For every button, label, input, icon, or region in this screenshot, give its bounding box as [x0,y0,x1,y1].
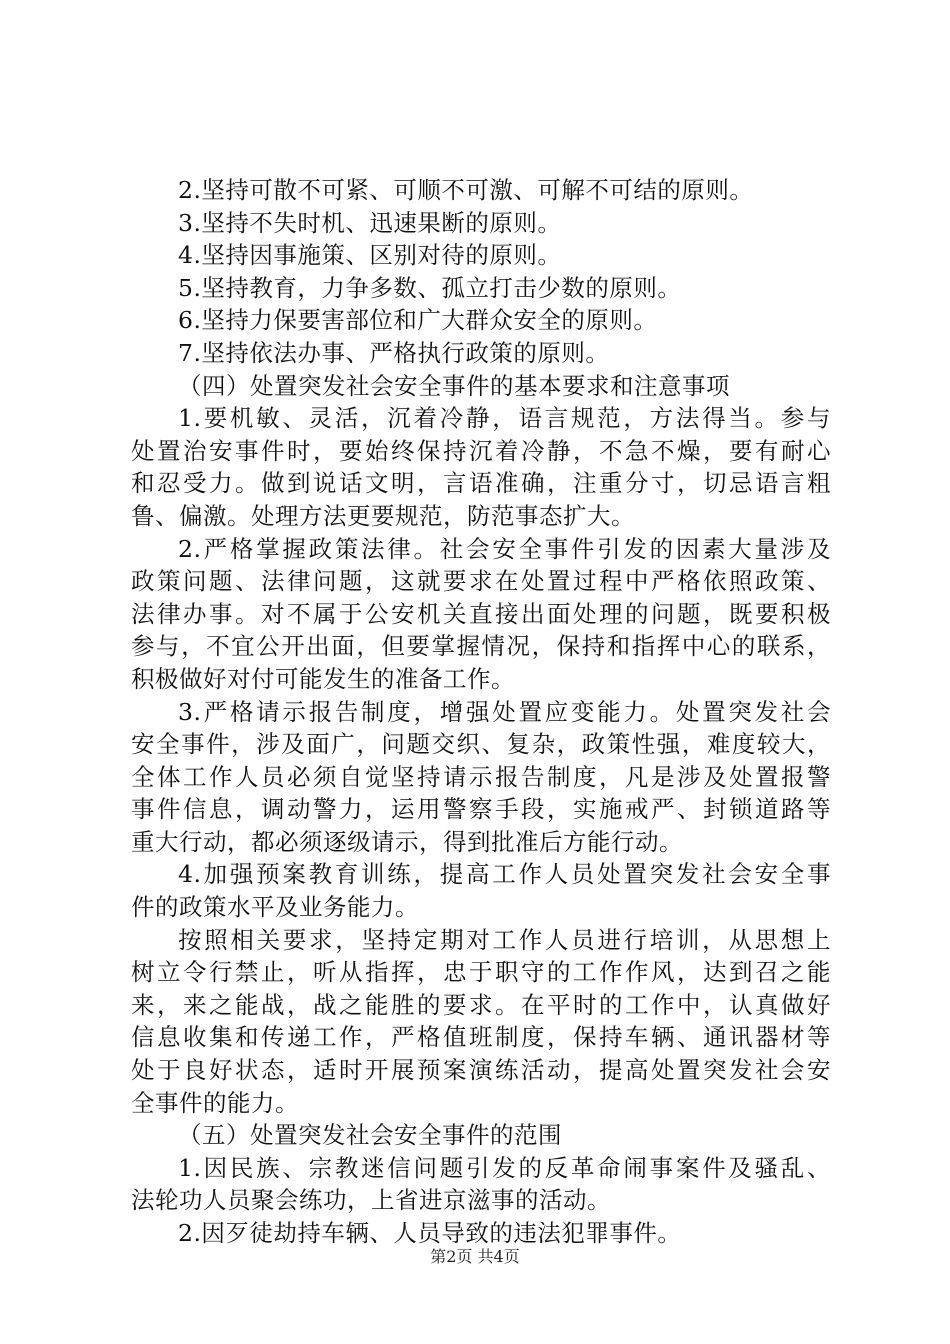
text-line: 全体工作人员必须自觉坚持请示报告制度，凡是涉及处置报警 [131,762,831,791]
text-line: 全事件的能力。 [131,1088,299,1117]
text-line: 5.坚持教育，力争多数、孤立打击少数的原则。 [178,273,682,302]
document-body [131,174,831,1250]
text-line: 树立令行禁止，听从指挥，忠于职守的工作作风，达到召之能 [131,958,831,987]
text-line: 按照相关要求，坚持定期对工作人员进行培训，从思想上 [178,925,831,954]
text-line: 参与，不宜公开出面，但要掌握情况，保持和指挥中心的联系， [131,632,831,661]
text-line: 2.严格掌握政策法律。社会安全事件引发的因素大量涉及 [178,534,831,563]
text-line: 处于良好状态，适时开展预案演练活动，提高处置突发社会安 [131,1056,831,1085]
text-line: 1.要机敏、灵活，沉着冷静，语言规范，方法得当。参与 [178,404,831,433]
text-line: （四）处置突发社会安全事件的基本要求和注意事项 [178,371,730,400]
text-line: 2.因歹徒劫持车辆、人员导致的违法犯罪事件。 [178,1219,682,1247]
text-line: 积极做好对付可能发生的准备工作。 [131,664,515,693]
text-line: 4.坚持因事施策、区别对待的原则。 [178,241,562,270]
text-line: 4.加强预案教育训练，提高工作人员处置突发社会安全事 [178,860,831,889]
text-line: 3.坚持不失时机、迅速果断的原则。 [178,208,562,237]
text-line: 6.坚持力保要害部位和广大群众安全的原则。 [178,306,658,335]
text-line: 1.因民族、宗教迷信问题引发的反革命闹事案件及骚乱、 [178,1153,831,1182]
page-footer: 第2页 共4页 [430,1247,520,1266]
text-line: 安全事件，涉及面广，问题交织、复杂，政策性强，难度较大， [131,730,831,759]
text-line: 7.坚持依法办事、严格执行政策的原则。 [178,338,610,367]
text-line: 重大行动，都必须逐级请示，得到批准后方能行动。 [131,827,683,856]
text-line: 法律办事。对不属于公安机关直接出面处理的问题，既要积极 [131,599,831,628]
text-line: （五）处置突发社会安全事件的范围 [178,1121,562,1150]
text-line: 2.坚持可散不可紧、可顺不可激、可解不可结的原则。 [178,176,754,204]
text-line: 政策问题、法律问题，这就要求在处置过程中严格依照政策、 [131,567,831,596]
text-line: 处置治安事件时，要始终保持沉着冷静，不急不燥，要有耐心 [131,436,831,465]
text-line: 来，来之能战，战之能胜的要求。在平时的工作中，认真做好 [131,990,831,1019]
text-line: 和忍受力。做到说话文明，言语准确，注重分寸，切忌语言粗 [131,469,831,498]
text-line: 鲁、偏激。处理方法更要规范，防范事态扩大。 [131,501,635,530]
text-line: 件的政策水平及业务能力。 [131,893,419,922]
text-line: 事件信息，调动警力，运用警察手段，实施戒严、封锁道路等 [131,795,831,824]
text-line: 信息收集和传递工作，严格值班制度，保持车辆、通讯器材等 [131,1023,831,1052]
text-line: 法轮功人员聚会练功，上省进京滋事的活动。 [131,1186,611,1215]
text-line: 3.严格请示报告制度，增强处置应变能力。处置突发社会 [178,697,831,726]
